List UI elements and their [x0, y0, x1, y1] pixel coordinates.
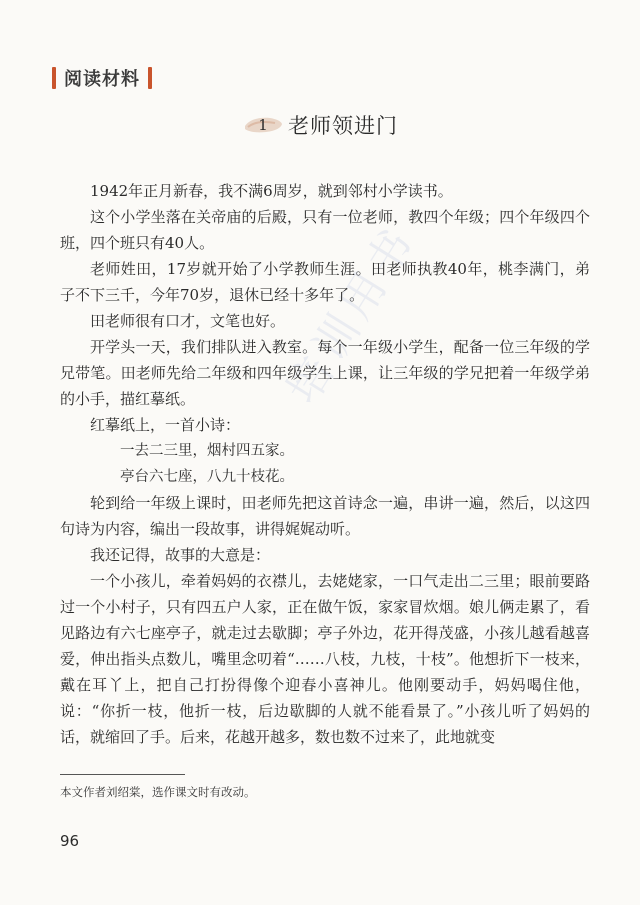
paragraph: 开学头一天，我们排队进入教室。每个一年级小学生，配备一位三年级的学兄带笔。田老师先给二年级和四年级学生上课，让三年级的学兄把着一年级学弟的小手，描红摹纸。 — [60, 338, 590, 408]
paragraph: 田老师很有口才，文笔也好。 — [90, 312, 286, 330]
article-body — [60, 178, 590, 750]
paragraph: 红摹纸上，一首小诗： — [90, 416, 241, 434]
paragraph: 老师姓田，17岁就开始了小学教师生涯。田老师执教40年，桃李满门，弟子不下三千，今年70岁，退休已经十多年了。 — [60, 260, 590, 304]
lesson-heading — [0, 110, 640, 140]
footnote: 本文作者刘绍棠，选作课文时有改动。 — [60, 785, 256, 799]
lesson-number: 1 — [258, 116, 268, 134]
footnote-divider — [60, 774, 185, 775]
lesson-number-badge — [242, 110, 284, 140]
watermark: 培训用书 — [277, 216, 427, 413]
paragraph: 一个小孩儿，牵着妈妈的衣襟儿，去姥姥家，一口气走出二三里；眼前要路过一个小村子，只有四五户人家，正在做午饭，家家冒炊烟。娘儿俩走累了，看见路边有六七座亭子，就走过去歇脚；亭子外边，花开得茂盛，小孩儿越看越喜爱，伸出指头点数儿，嘴里念叨着“……八枝，九枝，十枝”。他想折下一枝来，戴在耳丫上，把自己打扮得像个迎春小喜神儿。他刚要动手，妈妈喝住他，说：“你折一枝，他折一枝，后边歇脚的人就不能看景了。”小孩儿听了妈妈的话，就缩回了手。后来，花越开越多，数也数不过来了，此地就变 — [60, 572, 590, 746]
paragraph: 我还记得，故事的大意是： — [90, 546, 271, 564]
section-header — [52, 63, 152, 93]
poem-line: 亭台六七座，八九十枝花。 — [120, 469, 294, 485]
paragraph: 这个小学坐落在关帝庙的后殿，只有一位老师，教四个年级；四个年级四个班，四个班只有40人。 — [60, 208, 590, 252]
section-bar-right — [148, 67, 152, 89]
poem-line: 一去二三里，烟村四五家。 — [120, 443, 294, 459]
section-bar-left — [52, 67, 56, 89]
paragraph: 轮到给一年级上课时，田老师先把这首诗念一遍，串讲一遍，然后，以这四句诗为内容，编出一段故事，讲得娓娓动听。 — [60, 494, 590, 538]
paragraph: 1942年正月新春，我不满6周岁，就到邻村小学读书。 — [90, 182, 453, 200]
lesson-title: 老师领进门 — [288, 114, 398, 138]
page-number: 96 — [60, 832, 80, 850]
section-title: 阅读材料 — [64, 69, 140, 90]
